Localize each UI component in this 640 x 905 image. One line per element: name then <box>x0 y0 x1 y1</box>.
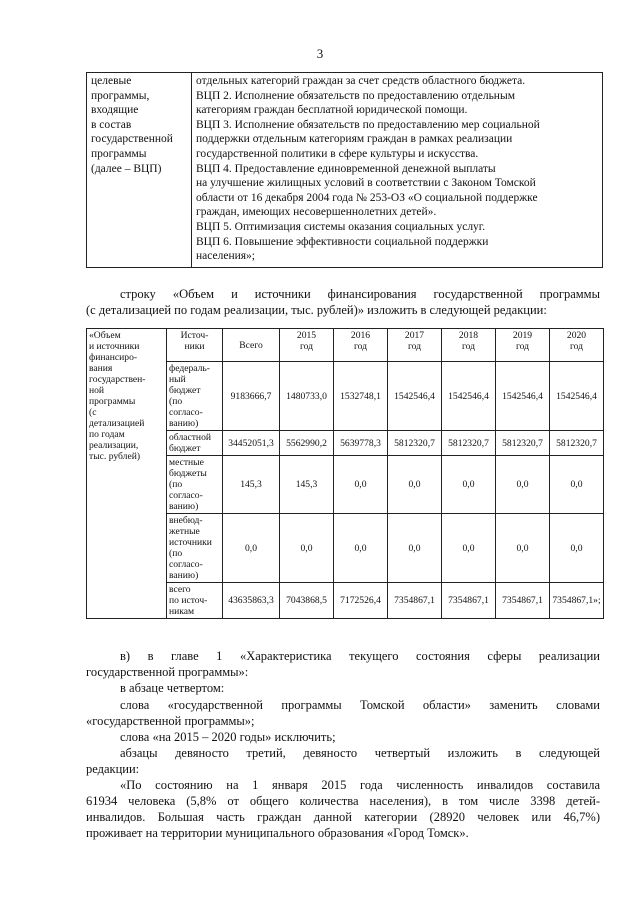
total-cell: 145,3 <box>223 456 280 514</box>
disability-stats-line-3: инвалидов. Большая часть граждан данной категории (28920 человек или 46,7%) <box>86 810 600 824</box>
source-line: федераль- <box>169 363 210 374</box>
source-line: ванию) <box>169 418 199 429</box>
label-line: (далее – ВЦП) <box>91 162 162 175</box>
header-line: Источ- <box>180 330 209 341</box>
source-line: (по <box>169 396 183 407</box>
label-line: финансиро- <box>89 352 138 363</box>
disability-stats-line-2: 61934 человека (5,8% от общего количества населения), в том числе 3398 детей- <box>86 794 600 808</box>
content-line: ВЦП 5. Оптимизация системы оказания социальных услуг. <box>196 220 486 233</box>
source-line: источники <box>169 537 212 548</box>
header-year <box>442 329 496 362</box>
header-year <box>388 329 442 362</box>
year-cell: 5562990,2 <box>280 431 334 456</box>
source-line: никам <box>169 606 195 617</box>
year-cell: 0,0 <box>496 514 550 583</box>
replace-words-line-1: слова «государственной программы Томской области» заменить словами <box>120 698 600 712</box>
source-line: областной <box>169 432 212 443</box>
source-line: бюджеты <box>169 468 207 479</box>
chapter-line-2: государственной программы»: <box>86 665 249 679</box>
year-cell: 0,0 <box>334 456 388 514</box>
year-cell: 0,0 <box>550 514 604 583</box>
content-line: поддержки отдельным категориям граждан в рамках реализации <box>196 133 513 146</box>
source-line: местные <box>169 457 204 468</box>
label-line: тыс. рублей) <box>89 451 141 462</box>
finance-row-label <box>87 329 167 619</box>
paragraphs-93-94-line-1: абзацы девяносто третий, девяносто четвертый изложить в следующей <box>120 746 600 760</box>
content-line: населения»; <box>196 250 255 263</box>
label-line: в состав <box>91 118 132 131</box>
targeted-programs-table <box>86 72 603 268</box>
source-line: (по <box>169 548 183 559</box>
source-line: бюджет <box>169 443 201 454</box>
paragraphs-93-94-line-2: редакции: <box>86 762 140 776</box>
year-word: год <box>569 341 584 352</box>
header-source <box>167 329 223 362</box>
label-line: (с <box>89 407 97 418</box>
content-line: ВЦП 4. Предоставление единовременной денежной выплаты <box>196 162 496 175</box>
year-cell: 5812320,7 <box>550 431 604 456</box>
intro-line-2: (с детализацией по годам реализации, тыс. рублей)» изложить в следующей редакции: <box>86 303 547 317</box>
year-cell: 145,3 <box>280 456 334 514</box>
source-line: жетные <box>169 526 200 537</box>
chapter-line-1: в) в главе 1 «Характеристика текущего состояния сферы реализации <box>120 649 600 663</box>
intro-line-1: строку «Объем и источники финансирования государственной программы <box>120 287 600 301</box>
label-line: государствен- <box>89 374 146 385</box>
label-line: программы, <box>91 89 150 102</box>
label-line: по годам <box>89 429 125 440</box>
year-cell: 1542546,4 <box>550 362 604 431</box>
year-cell: 5812320,7 <box>442 431 496 456</box>
total-cell: 43635863,3 <box>223 583 280 619</box>
source-line: ванию) <box>169 501 199 512</box>
source-line: ный <box>169 374 186 385</box>
year-word: год <box>515 341 530 352</box>
year-cell: 0,0 <box>388 456 442 514</box>
replace-words-line-2: «государственной программы»; <box>86 714 255 728</box>
year-cell: 0,0 <box>280 514 334 583</box>
source-line: ванию) <box>169 570 199 581</box>
source-cell <box>167 431 223 456</box>
content-line: области от 16 декабря 2004 года № 253-ОЗ «О социальной поддержке <box>196 191 538 204</box>
source-line: по источ- <box>169 595 208 606</box>
year-word: год <box>299 341 314 352</box>
year-cell: 7354867,1 <box>388 583 442 619</box>
year-cell: 7354867,1 <box>496 583 550 619</box>
label-line: программы <box>89 396 136 407</box>
label-line: государственной <box>91 133 173 146</box>
paragraph-4-intro: в абзаце четвертом: <box>120 681 225 695</box>
year-word: год <box>461 341 476 352</box>
year-value: 2016 <box>350 330 371 341</box>
source-line: внебюд- <box>169 515 203 526</box>
source-cell <box>167 456 223 514</box>
source-cell <box>167 583 223 619</box>
year-cell: 0,0 <box>334 514 388 583</box>
header-year <box>334 329 388 362</box>
total-cell: 0,0 <box>223 514 280 583</box>
content-line: государственной политики в сфере культуры и искусства. <box>196 147 479 160</box>
header-line: ники <box>184 341 205 352</box>
content-line: граждан, имеющих несовершеннолетних детей». <box>196 206 437 219</box>
total-cell: 34452051,3 <box>223 431 280 456</box>
year-cell: 7354867,1 <box>442 583 496 619</box>
source-line: согласо- <box>169 490 203 501</box>
content-line: на улучшение жилищных условий в соответствии с Законом Томской <box>196 177 536 190</box>
header-year <box>496 329 550 362</box>
year-cell: 5639778,3 <box>334 431 388 456</box>
year-cell: 0,0 <box>442 456 496 514</box>
content-line: категориям граждан бесплатной юридической помощи. <box>196 104 468 117</box>
year-cell: 0,0 <box>550 456 604 514</box>
label-line: ной <box>89 385 105 396</box>
content-line: ВЦП 6. Повышение эффективности социальной поддержки <box>196 235 489 248</box>
year-cell: 7172526,4 <box>334 583 388 619</box>
label-line: программы <box>91 147 147 160</box>
header-line: Всего <box>239 339 263 351</box>
year-cell: 1542546,4 <box>496 362 550 431</box>
label-line: «Объем <box>89 330 121 341</box>
year-value: 2019 <box>512 330 533 341</box>
year-cell: 7043868,5 <box>280 583 334 619</box>
source-cell <box>167 514 223 583</box>
finance-table <box>86 328 604 619</box>
year-cell: 5812320,7 <box>496 431 550 456</box>
source-cell <box>167 362 223 431</box>
header-total <box>223 329 280 362</box>
year-cell: 0,0 <box>442 514 496 583</box>
year-value: 2017 <box>404 330 425 341</box>
disability-stats-line-4: проживает на территории муниципального образования «Город Томск». <box>86 826 469 840</box>
source-line: (по <box>169 479 183 490</box>
content-line: ВЦП 2. Исполнение обязательств по предоставлению отдельным <box>196 89 515 102</box>
content-line: ВЦП 3. Исполнение обязательств по предоставлению мер социальной <box>196 118 540 131</box>
year-cell: 1542546,4 <box>442 362 496 431</box>
label-line: реализации, <box>89 440 139 451</box>
label-line: и источники <box>89 341 140 352</box>
year-cell: 1480733,0 <box>280 362 334 431</box>
label-line: детализацией <box>89 418 145 429</box>
source-line: всего <box>169 584 191 595</box>
year-cell: 1532748,1 <box>334 362 388 431</box>
year-cell: 1542546,4 <box>388 362 442 431</box>
year-cell: 0,0 <box>496 456 550 514</box>
source-line: бюджет <box>169 385 201 396</box>
disability-stats-line-1: «По состоянию на 1 января 2015 года численность инвалидов составила <box>120 778 600 792</box>
label-line: входящие <box>91 104 139 117</box>
source-line: согласо- <box>169 407 203 418</box>
year-word: год <box>353 341 368 352</box>
year-value: 2015 <box>296 330 317 341</box>
label-line: вания <box>89 363 113 374</box>
page-number: 3 <box>316 46 324 61</box>
year-cell: 7354867,1»; <box>550 583 604 619</box>
year-word: год <box>407 341 422 352</box>
targeted-programs-label-cell <box>87 73 192 268</box>
exclude-words-line: слова «на 2015 – 2020 годы» исключить; <box>120 730 336 744</box>
targeted-programs-content-cell <box>192 73 603 268</box>
year-cell: 5812320,7 <box>388 431 442 456</box>
year-cell: 0,0 <box>388 514 442 583</box>
content-line: отдельных категорий граждан за счет средств областного бюджета. <box>196 75 526 87</box>
total-cell: 9183666,7 <box>223 362 280 431</box>
year-value: 2018 <box>458 330 479 341</box>
header-year <box>280 329 334 362</box>
source-line: согласо- <box>169 559 203 570</box>
year-value: 2020 <box>566 330 587 341</box>
label-line: целевые <box>91 75 132 87</box>
header-year <box>550 329 604 362</box>
